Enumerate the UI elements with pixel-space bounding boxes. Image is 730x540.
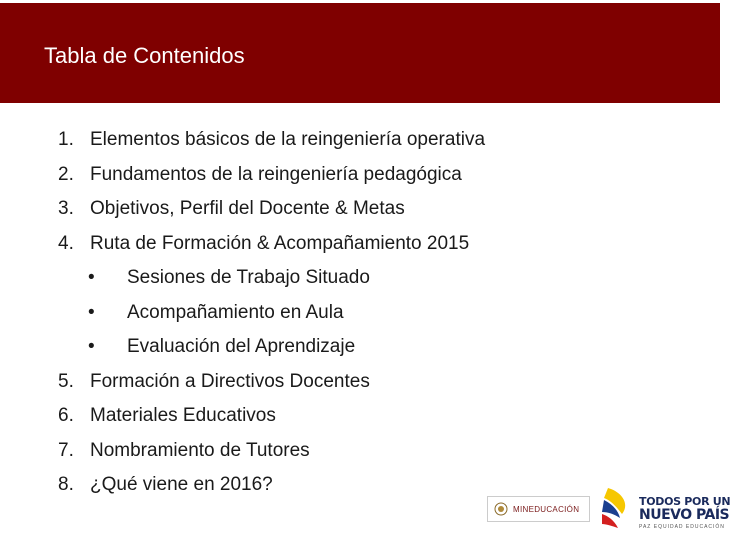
mineducacion-logo (487, 496, 590, 522)
page-title: Tabla de Contenidos (44, 43, 245, 68)
toc-item-number: 8. (58, 474, 74, 495)
toc-item-number: 3. (58, 198, 74, 219)
toc-item-text: Nombramiento de Tutores (90, 439, 310, 461)
toc-item-number: 6. (58, 405, 74, 426)
toc-subitem-text: Sesiones de Trabajo Situado (127, 267, 370, 288)
toc-item-number: 4. (58, 232, 74, 254)
todos-por-un-nuevo-pais-logo (600, 484, 730, 532)
toc-subitem-text: Acompañamiento en Aula (127, 301, 344, 323)
crest-icon (494, 502, 508, 516)
toc-item-text: Materiales Educativos (90, 405, 276, 426)
toc-item-number: 7. (58, 439, 74, 461)
toc-item-text: Ruta de Formación & Acompañamiento 2015 (90, 232, 470, 254)
toc-subitem-text: Evaluación del Aprendizaje (127, 336, 356, 357)
toc-item-text: Formación a Directivos Docentes (90, 370, 370, 392)
country-slogan-line1: TODOS POR UN (639, 495, 730, 508)
bullet-icon: • (88, 301, 95, 323)
bullet-icon: • (88, 336, 95, 357)
header-band (0, 3, 720, 103)
bullet-icon: • (88, 267, 95, 288)
toc-item-text: Objetivos, Perfil del Docente & Metas (90, 198, 405, 219)
toc-item-number: 1. (58, 129, 74, 150)
mineducacion-text: MINEDUCACIÓN (513, 504, 580, 514)
toc-item-text: ¿Qué viene en 2016? (90, 474, 273, 495)
toc-item-text: Elementos básicos de la reingeniería operativa (90, 129, 486, 150)
toc-item-text: Fundamentos de la reingeniería pedagógica (90, 163, 462, 185)
country-slogan-line3: PAZ EQUIDAD EDUCACIÓN (639, 524, 725, 530)
flag-swoosh-icon (600, 484, 636, 532)
toc-item-number: 5. (58, 370, 74, 392)
toc-item-number: 2. (58, 163, 74, 185)
country-slogan-line2: NUEVO PAÍS (639, 507, 730, 523)
